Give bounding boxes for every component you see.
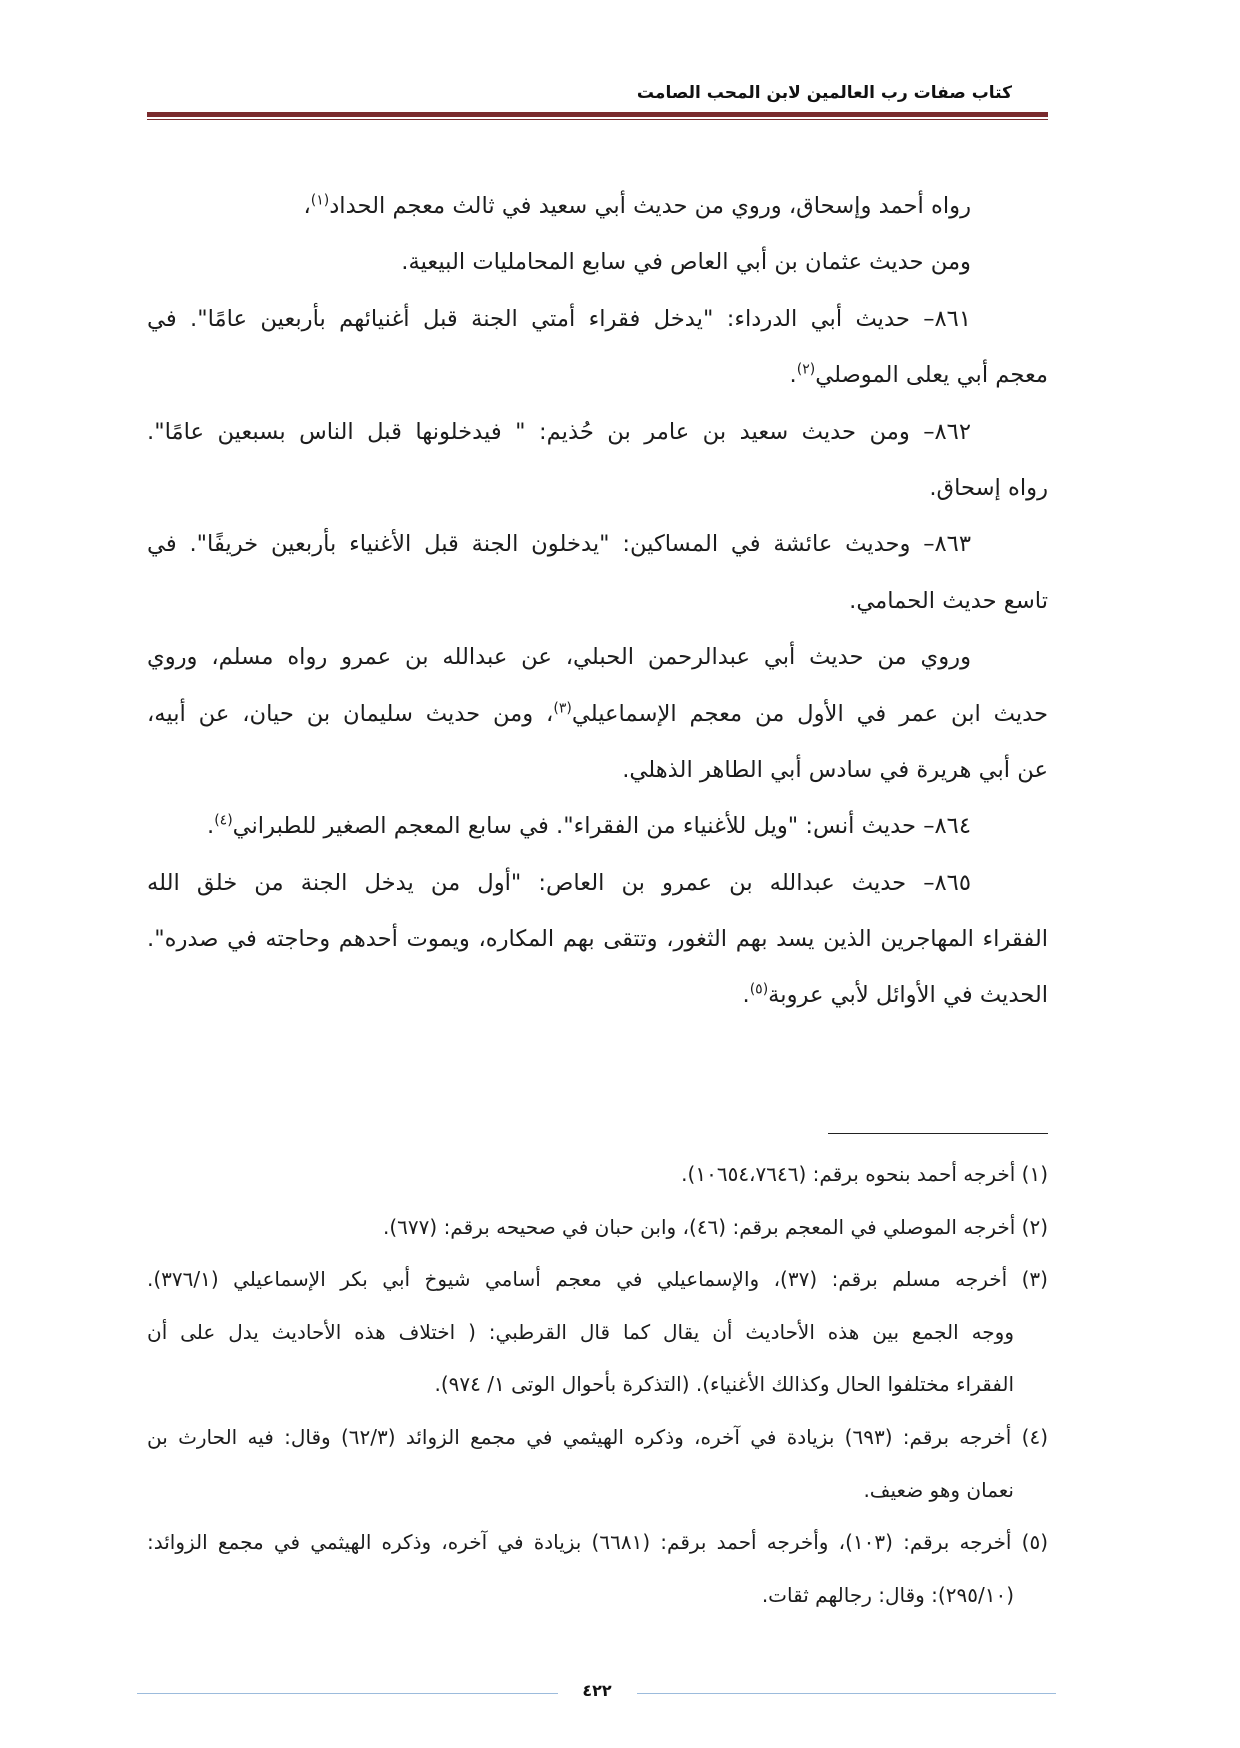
line-text-after: ، xyxy=(303,193,311,219)
body-text xyxy=(147,178,1048,1024)
footnote-ref-5: (٥) xyxy=(749,981,769,998)
footnote-ref-3: (٣) xyxy=(553,699,572,716)
page-number: ٤٢٢ xyxy=(582,1681,612,1700)
line-text-after: ، ومن حديث سليمان بن حيان، عن أبيه، xyxy=(147,700,554,727)
line-text: معجم أبي يعلى الموصلي xyxy=(815,362,1048,389)
line-text: الحديث في الأوائل لأبي عروبة xyxy=(768,982,1048,1009)
footnote-5: (٥) أخرجه برقم: (١٠٣)، وأخرجه أحمد برقم: (٦٦٨١) بزيادة في آخره، وذكره الهيثمي في مجمع الزوائد: xyxy=(147,1530,1048,1555)
footnote-separator xyxy=(828,1133,1048,1134)
header-rule-thin xyxy=(147,119,1048,120)
body-line-9: وروي من حديث أبي عبدالرحمن الحبلي، عن عبدالله بن عمرو رواه مسلم، وروي xyxy=(147,644,971,671)
body-line-8: تاسع حديث الحمامي. xyxy=(849,587,1048,614)
footnote-3: (٣) أخرجه مسلم برقم: (٣٧)، والإسماعيلي في معجم أسامي شيوخ أبي بكر الإسماعيلي (٣٧٦/١). xyxy=(147,1267,1048,1292)
body-line-10 xyxy=(147,686,1048,742)
footnote-4: (٤) أخرجه برقم: (٦٩٣) بزيادة في آخره، وذكره الهيثمي في مجمع الزوائد (٦٢/٣) وقال: فيه الحارث بن xyxy=(147,1424,1048,1449)
body-line-1 xyxy=(147,178,1048,234)
line-text-after: . xyxy=(742,982,750,1009)
body-line-13: ٨٦٥– حديث عبدالله بن عمرو بن العاص: "أول من يدخل الجنة من خلق الله xyxy=(147,869,971,896)
body-line-5: ٨٦٢– ومن حديث سعيد بن عامر بن حُذيم: " فيدخلونها قبل الناس بسبعين عامًا". xyxy=(147,418,971,445)
line-text: حديث ابن عمر في الأول من معجم الإسماعيلي xyxy=(571,700,1048,727)
body-line-4 xyxy=(147,347,1048,403)
footer-rule-left xyxy=(137,1693,558,1694)
footnote-ref-2: (٢) xyxy=(796,361,816,378)
body-line-6: رواه إسحاق. xyxy=(929,474,1048,501)
body-line-15 xyxy=(147,967,1048,1023)
footnote-1: (١) أخرجه أحمد بنحوه برقم: (١٠٦٥٤،٧٦٤٦). xyxy=(681,1162,1048,1186)
body-line-11: عن أبي هريرة في سادس أبي الطاهر الذهلي. xyxy=(622,756,1048,783)
header-rule-thick xyxy=(147,112,1048,117)
footnote-2: (٢) أخرجه الموصلي في المعجم برقم: (٤٦)، وابن حبان في صحيحه برقم: (٦٧٧). xyxy=(383,1214,1048,1239)
body-line-3: ٨٦١– حديث أبي الدرداء: "يدخل فقراء أمتي الجنة قبل أغنيائهم بأربعين عامًا". في xyxy=(147,305,971,332)
footnote-ref-1: (١) xyxy=(310,192,330,209)
line-text-after: . xyxy=(789,362,797,389)
body-line-14: الفقراء المهاجرين الذين يسد بهم الثغور، وتتقى بهم المكاره، ويموت أحدهم وحاجته في صدره". xyxy=(147,926,1048,953)
footnote-4-continuation: نعمان وهو ضعيف. xyxy=(863,1477,1014,1502)
line-text: رواه أحمد وإسحاق، وروي من حديث أبي سعيد في ثالث معجم الحداد xyxy=(329,193,971,219)
body-line-12 xyxy=(147,798,1048,854)
line-text-after: . xyxy=(206,813,215,840)
footnotes xyxy=(147,1148,1048,1621)
footnote-5-continuation: (٢٩٥/١٠): وقال: رجالهم ثقات. xyxy=(761,1582,1014,1607)
footnote-ref-4: (٤) xyxy=(214,812,233,829)
footnote-3-continuation: ووجه الجمع بين هذه الأحاديث أن يقال كما قال القرطبي: ( اختلاف هذه الأحاديث يدل على أن xyxy=(147,1319,1014,1344)
footnote-3-continuation: الفقراء مختلفوا الحال وكذالك الأغنياء). (التذكرة بأحوال الوتى ١/ ٩٧٤). xyxy=(434,1372,1014,1397)
body-line-7: ٨٦٣– وحديث عائشة في المساكين: "يدخلون الجنة قبل الأغنياء بأربعين خريفًا". في xyxy=(147,531,971,558)
running-header-title: كتاب صفات رب العالمين لابن المحب الصامت xyxy=(636,83,1012,103)
body-line-2: ومن حديث عثمان بن أبي العاص في سابع المحامليات البيعية. xyxy=(401,249,971,276)
footer-rule-right xyxy=(637,1693,1056,1694)
line-text: ٨٦٤– حديث أنس: "ويل للأغنياء من الفقراء". في سابع المعجم الصغير للطبراني xyxy=(232,813,971,840)
